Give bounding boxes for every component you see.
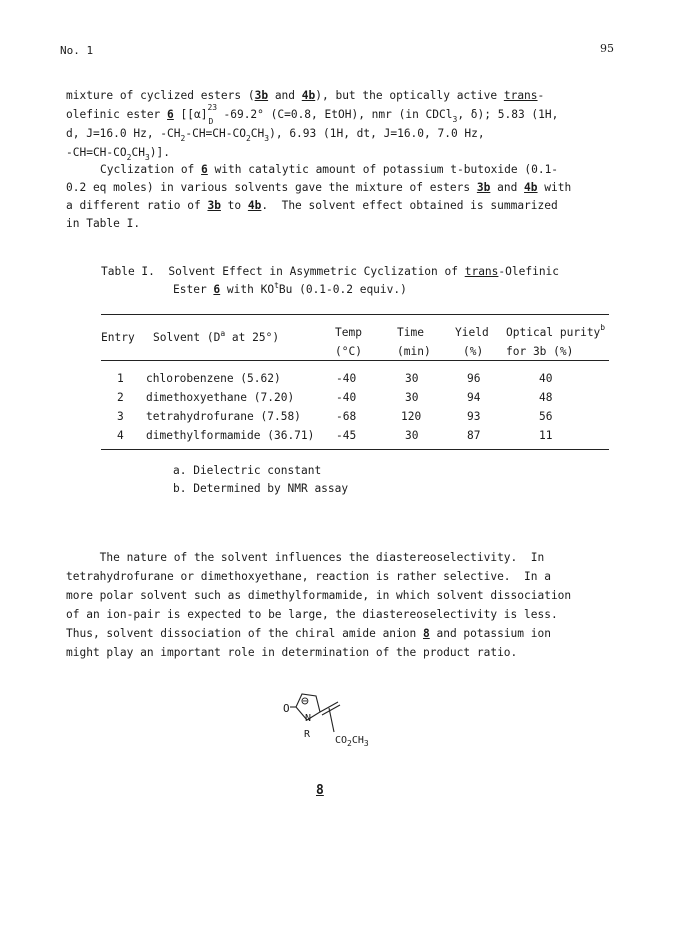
cell-solvent: chlorobenzene (5.62) bbox=[146, 372, 281, 385]
nitrogen-atom: N bbox=[305, 713, 312, 724]
col-header-time: Time bbox=[397, 326, 424, 339]
cell-yield: 94 bbox=[467, 391, 481, 404]
para3-line3: more polar solvent such as dimethylformamide, in which solvent dissociation bbox=[66, 589, 572, 602]
trans-term: trans bbox=[503, 89, 538, 102]
para3-line5: Thus, solvent dissociation of the chiral amide anion 8 and potassium ion bbox=[66, 627, 551, 640]
compound-ref: 6 bbox=[201, 163, 208, 176]
col-header-yield: Yield bbox=[455, 326, 489, 339]
cell-purity: 56 bbox=[539, 410, 553, 423]
cell-yield: 93 bbox=[467, 410, 481, 423]
compound-ref: 4b bbox=[247, 199, 262, 212]
cell-temp: -40 bbox=[336, 391, 357, 404]
para3-line4: of an ion-pair is expected to be large, the diastereoselectivity is less. bbox=[66, 608, 558, 621]
compound-ref: 3b bbox=[254, 89, 269, 102]
compound-ref: 8 bbox=[422, 627, 430, 640]
cell-solvent: dimethylformamide (36.71) bbox=[146, 429, 315, 442]
table-bottom-rule bbox=[101, 449, 609, 450]
para3-line2: tetrahydrofurane or dimethoxyethane, reaction is rather selective. In a bbox=[66, 570, 551, 583]
table-caption-line1: Table I. Solvent Effect in Asymmetric Cyclization of trans-Olefinic bbox=[101, 265, 560, 278]
cell-temp: -40 bbox=[336, 372, 357, 385]
journal-issue: No. 1 bbox=[60, 44, 94, 57]
table-top-rule bbox=[101, 314, 609, 315]
cell-time: 30 bbox=[405, 372, 419, 385]
footnote-b: b. Determined by NMR assay bbox=[173, 482, 349, 495]
para2-line1: Cyclization of 6 with catalytic amount of potassium t-butoxide (0.1- bbox=[100, 163, 559, 176]
col-header-temp: Temp bbox=[335, 326, 362, 339]
cell-yield: 96 bbox=[467, 372, 481, 385]
col-header-entry: Entry bbox=[101, 331, 135, 344]
cell-purity: 40 bbox=[539, 372, 553, 385]
col-header-time-unit: (min) bbox=[397, 345, 431, 358]
para3-line6: might play an important role in determination of the product ratio. bbox=[66, 646, 518, 659]
col-header-optical-purity: Optical purity$^b$ bbox=[506, 323, 606, 339]
trans-term: trans bbox=[464, 265, 499, 278]
compound-ref: 3b bbox=[207, 199, 221, 212]
para2-line2: 0.2 eq moles) in various solvents gave the mixture of esters 3b and 4b with bbox=[66, 181, 572, 194]
cell-purity: 48 bbox=[539, 391, 553, 404]
compound-ref: 4b bbox=[301, 89, 316, 102]
cell-entry: 1 bbox=[117, 372, 124, 385]
page-number: 95 bbox=[600, 42, 614, 55]
cell-temp: -68 bbox=[336, 410, 357, 423]
cell-temp: -45 bbox=[336, 429, 357, 442]
cell-solvent: tetrahydrofurane (7.58) bbox=[146, 410, 301, 423]
oxygen-atom: O bbox=[283, 702, 290, 715]
para2-line4: in Table I. bbox=[66, 217, 141, 230]
col-header-solvent: Solvent ($D^a$ at 25°) bbox=[153, 329, 280, 344]
anion-charge-icon: ⊖ bbox=[301, 694, 309, 709]
footnote-a: a. Dielectric constant bbox=[173, 464, 322, 477]
compound-ref: 6 bbox=[167, 108, 174, 121]
ester-group: $CO_2CH_3$ bbox=[335, 735, 369, 748]
cell-entry: 4 bbox=[117, 429, 124, 442]
structure-bonds bbox=[280, 682, 390, 734]
cell-purity: 11 bbox=[539, 429, 553, 442]
table-header-rule bbox=[101, 360, 609, 361]
compound-ref: 4b bbox=[524, 181, 538, 194]
cell-yield: 87 bbox=[467, 429, 481, 442]
para1-line4: $-CH=CH-CO_2CH_3$)]. bbox=[66, 146, 170, 162]
cell-entry: 3 bbox=[117, 410, 124, 423]
cell-entry: 2 bbox=[117, 391, 124, 404]
table-caption-line2: Ester 6 with $KO^tBu$ (0.1-0.2 equiv.) bbox=[173, 281, 407, 296]
cell-time: 30 bbox=[405, 391, 419, 404]
cell-time: 120 bbox=[401, 410, 422, 423]
para2-line3: a different ratio of 3b to 4b. The solvent effect obtained is summarized bbox=[66, 199, 558, 212]
cell-solvent: dimethoxyethane (7.20) bbox=[146, 391, 295, 404]
para1-line3: d, J=16.0 Hz, $-CH_2-CH=CH-CO_2CH_3$), 6.93 (1H, dt, J=16.0, 7.0 Hz, bbox=[66, 127, 485, 143]
para1-line1: mixture of cyclized esters (3b and 4b), but the optically active trans- bbox=[66, 89, 545, 102]
r-group: R bbox=[304, 729, 311, 740]
compound-label: 8 bbox=[316, 783, 324, 798]
compound-ref: 6 bbox=[213, 283, 221, 296]
col-header-optical-purity-sub: for 3b (%) bbox=[506, 345, 574, 358]
para1-line2: olefinic ester 6 [[α] 23 D -69.2° (C=0.8, EtOH), nmr (in CDCl$_3$, δ); 5.83 (1H, bbox=[66, 103, 559, 126]
cell-time: 30 bbox=[405, 429, 419, 442]
compound-ref: 3b bbox=[476, 181, 491, 194]
col-header-temp-unit: (°C) bbox=[335, 345, 362, 358]
col-header-yield-unit: (%) bbox=[463, 345, 484, 358]
para3-line1: The nature of the solvent influences the diastereoselectivity. In bbox=[66, 551, 545, 564]
